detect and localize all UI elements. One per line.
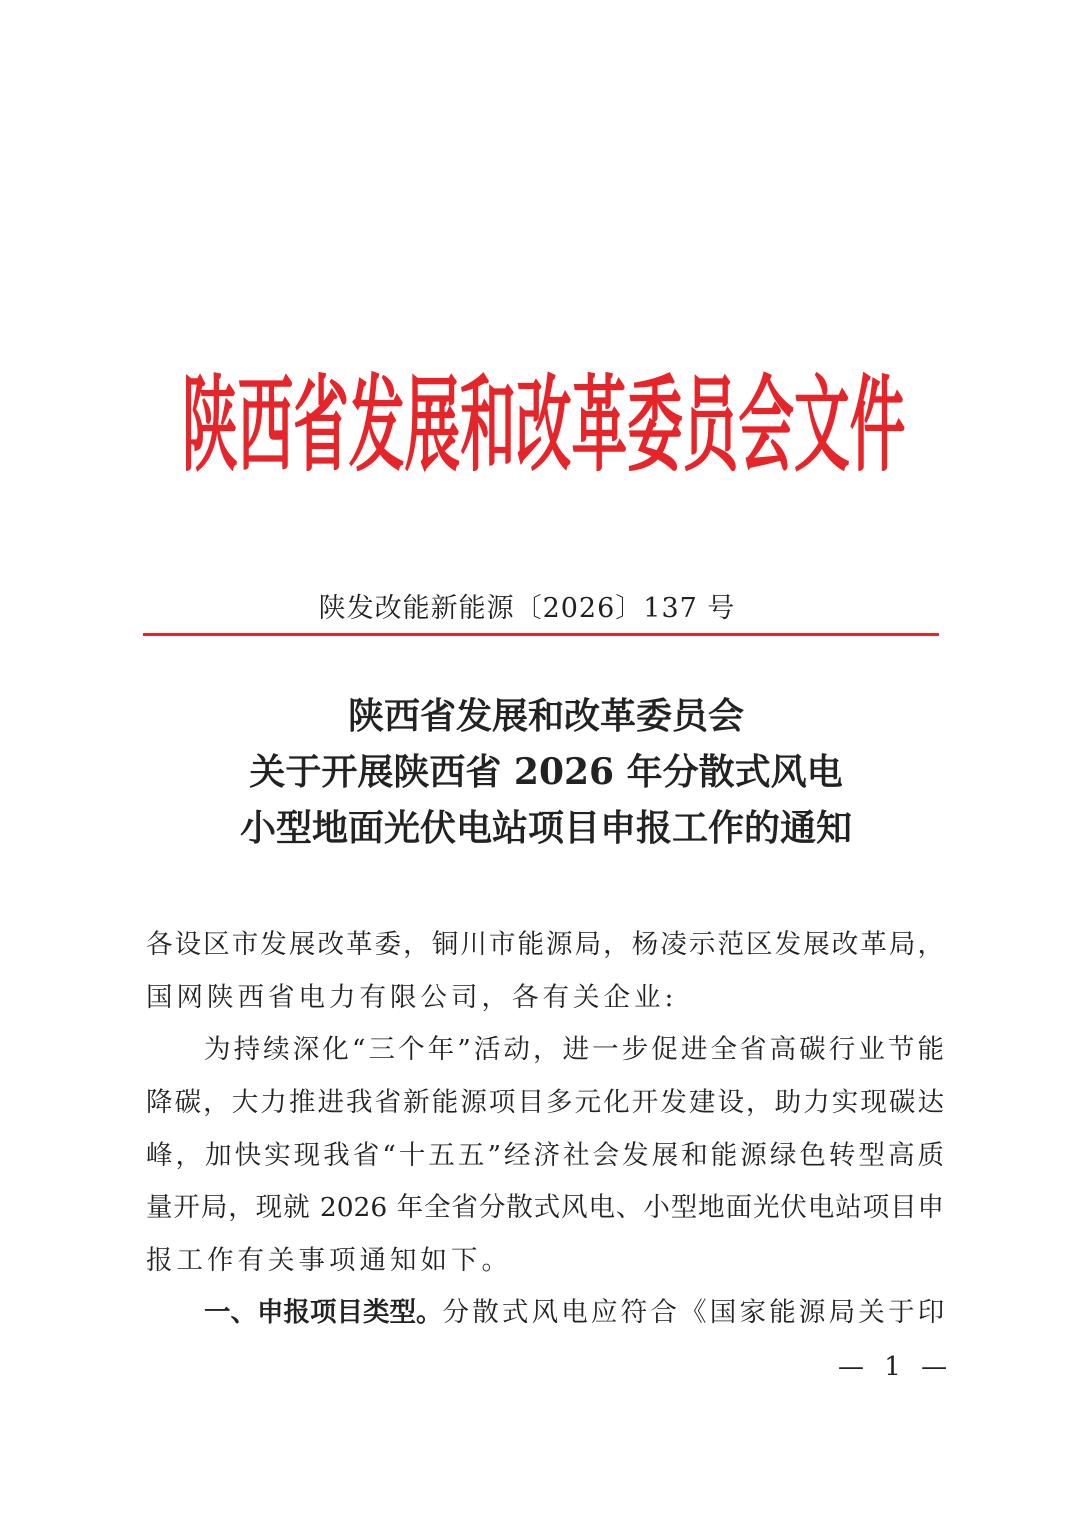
title-line-2: 关于开展陕西省 2026 年分散式风电 — [249, 751, 843, 793]
addressee-line-2: 国网陕西省电力有限公司，各有关企业: — [146, 982, 678, 1013]
section-text: 分散式风电应符合《国家能源局关于印 — [442, 1297, 948, 1328]
paragraph-line: 峰，加快实现我省“十五五”经济社会发展和能源绿色转型高质 — [146, 1140, 944, 1171]
issuer-banner-text: 陕西省发展和改革委员会文件 — [182, 363, 906, 486]
section-heading: 一、申报项目类型。 — [204, 1297, 443, 1328]
issuer-banner — [182, 363, 906, 486]
paragraph-line: 报工作有关事项通知如下。 — [146, 1245, 512, 1276]
addressee-line-1: 各设区市发展改革委，铜川市能源局，杨凌示范区发展改革局， — [146, 929, 944, 960]
title-line-3: 小型地面光伏电站项目申报工作的通知 — [239, 807, 852, 849]
section-1-line — [204, 1296, 948, 1330]
page-number: — 1 — — [838, 1352, 954, 1382]
red-divider — [143, 633, 939, 636]
title-line-1: 陕西省发展和改革委员会 — [347, 695, 744, 737]
paragraph-line: 量开局，现就 2026 年全省分散式风电、小型地面光伏电站项目申 — [146, 1192, 944, 1223]
paragraph-line: 降碳，大力推进我省新能源项目多元化开发建设，助力实现碳达 — [146, 1087, 944, 1118]
paragraph-line: 为持续深化“三个年”活动，进一步促进全省高碳行业节能 — [204, 1034, 944, 1065]
document-number: 陕发改能新能源〔2026〕137 号 — [318, 593, 736, 624]
